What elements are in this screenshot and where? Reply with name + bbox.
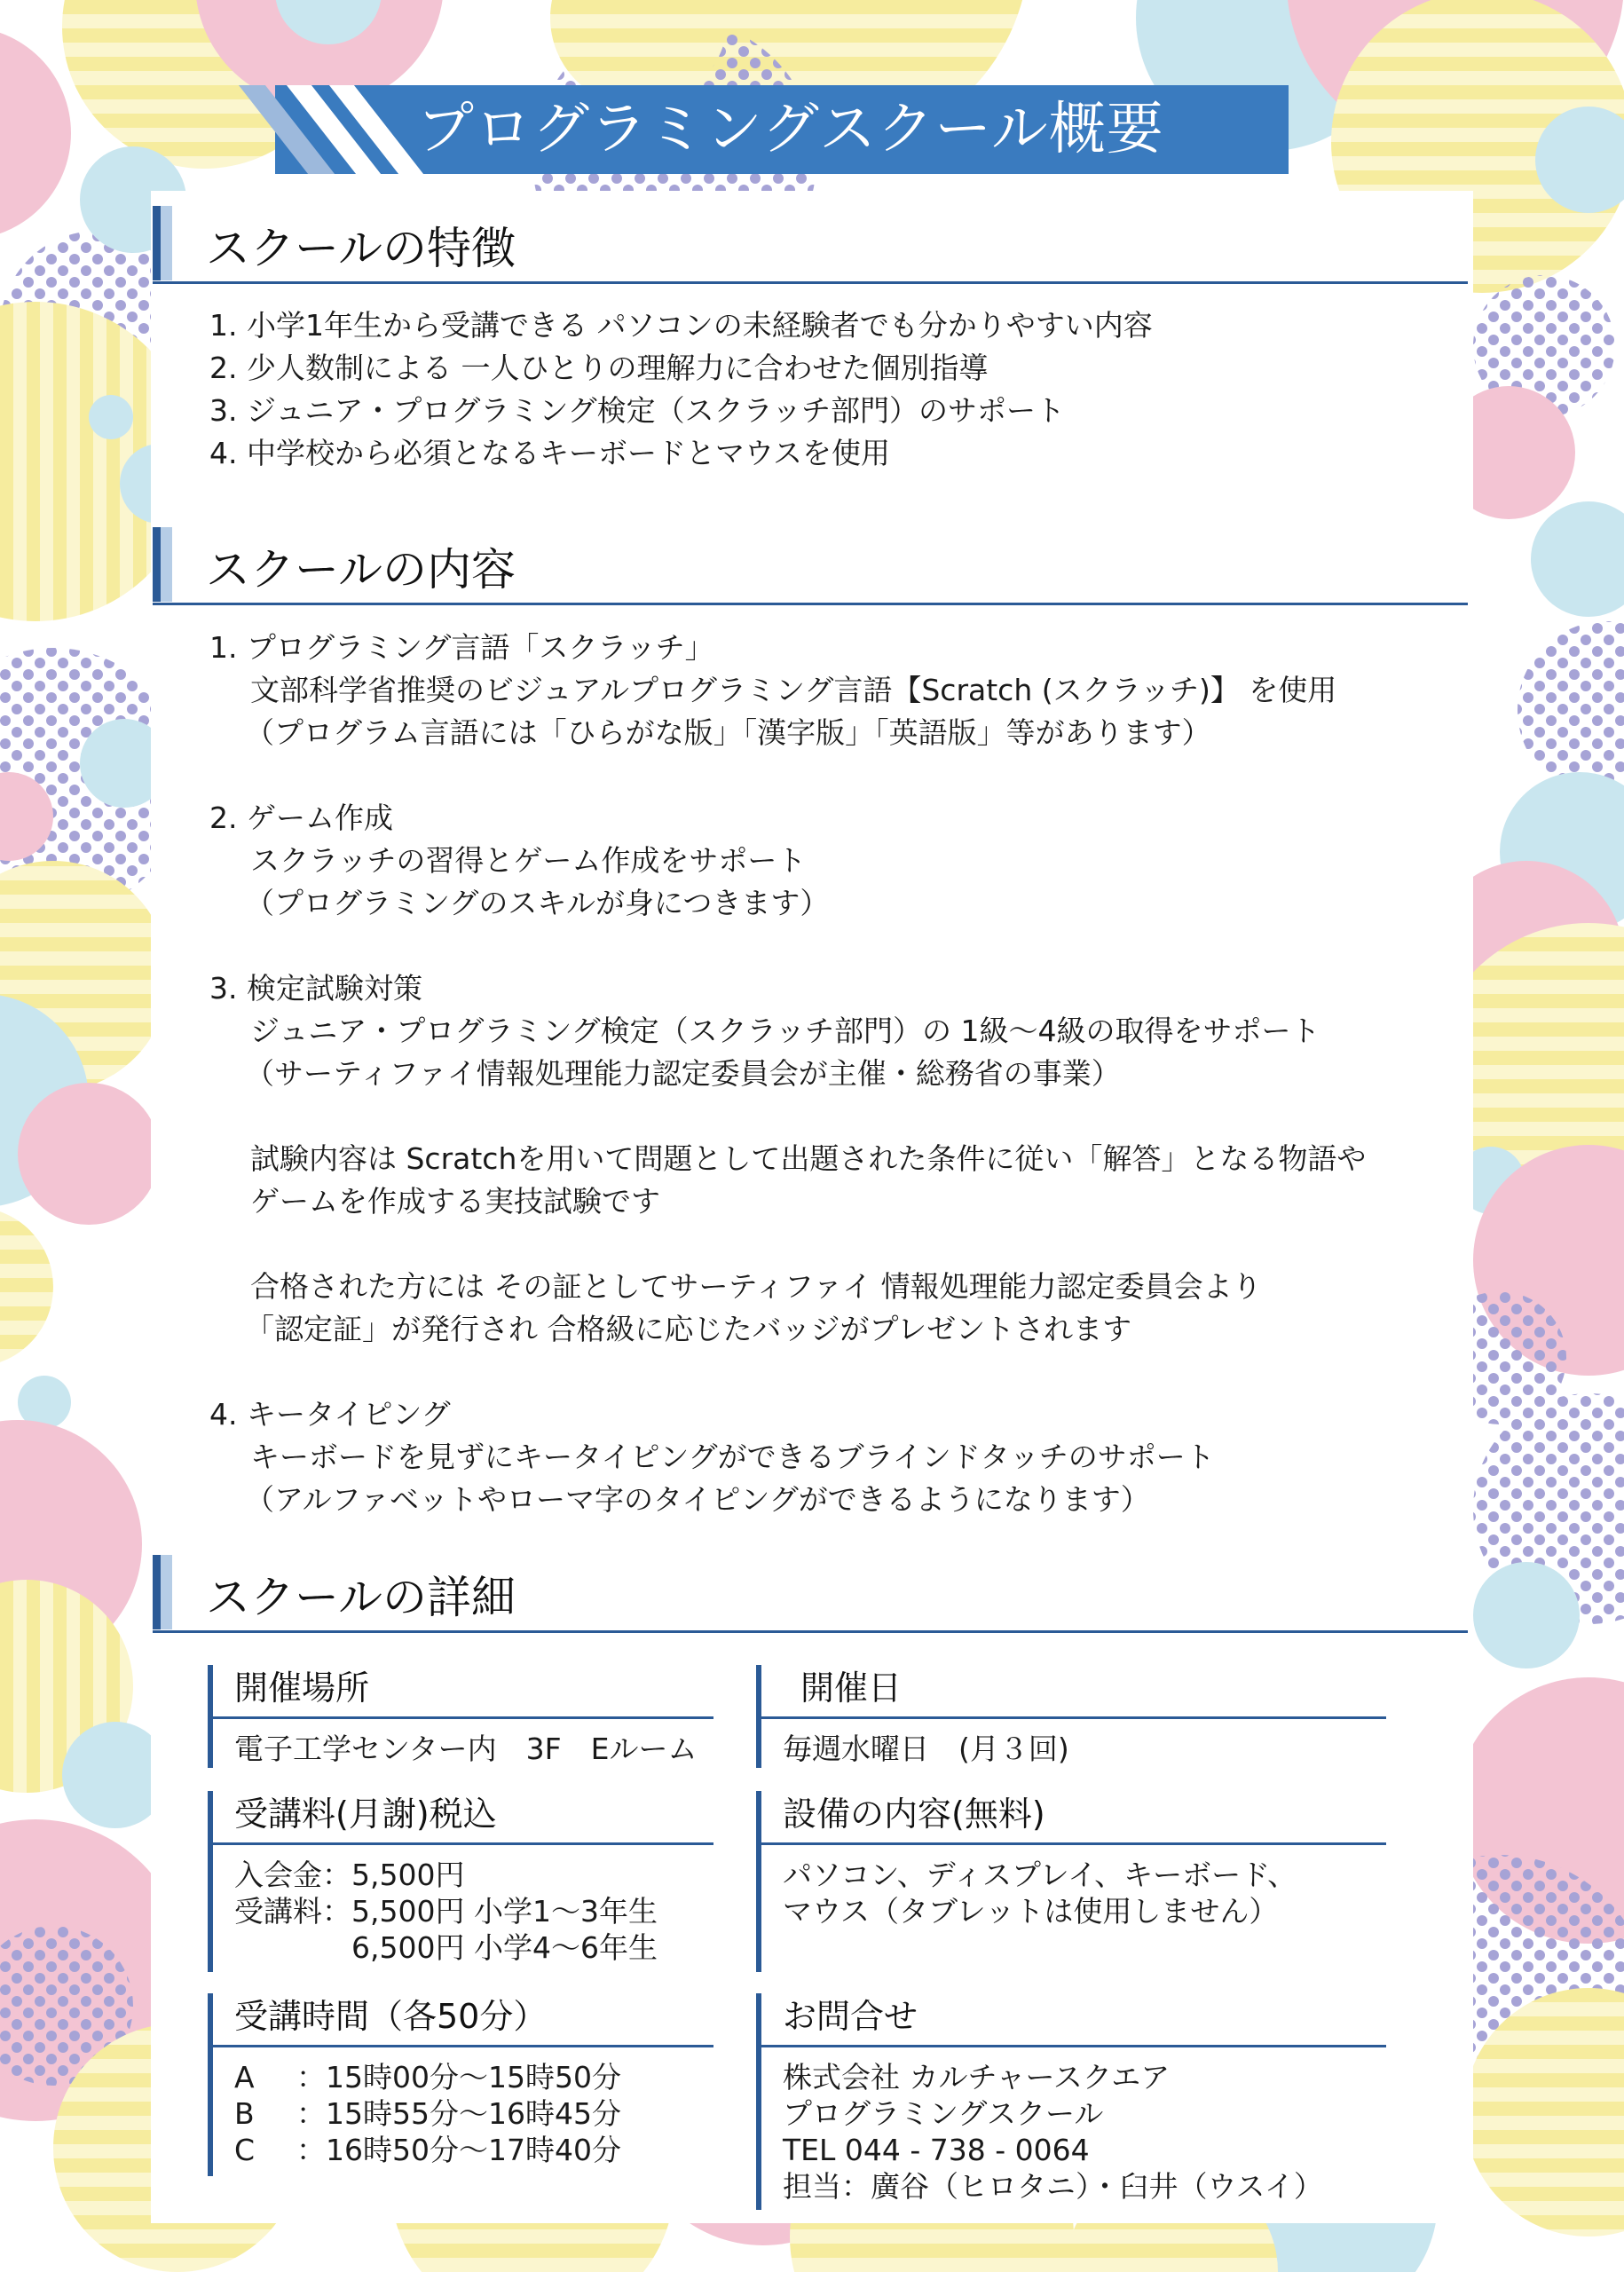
title-banner xyxy=(275,85,1289,174)
section-title: スクールの内容 xyxy=(206,544,516,596)
content-line: 文部科学省推奨のビジュアルプログラミング言語【Scratch (スクラッチ)】 を使用 xyxy=(250,673,1337,707)
equipment-line: パソコン、ディスプレイ、キーボード、 xyxy=(783,1858,1297,1892)
content-line: キーボードを見ずにキータイピングができるブラインドタッチのサポート xyxy=(250,1440,1215,1474)
contact-title: お問合せ xyxy=(783,1997,918,2036)
time-title: 受講時間（各50分） xyxy=(234,1997,548,2036)
content-line: （プログラミングのスキルが身につきます） xyxy=(245,886,830,920)
content-line: ジュニア・プログラミング検定（スクラッチ部門）の 1級〜4級の取得をサポート xyxy=(250,1014,1320,1048)
fee-details xyxy=(234,1857,658,1966)
venue-title: 開催場所 xyxy=(234,1668,370,1708)
tuition-row: 5,500円 小学1〜3年生 xyxy=(351,1894,658,1929)
fee-title: 受講料(月謝)税込 xyxy=(234,1795,497,1834)
contact-details xyxy=(783,2059,1323,2205)
contact-school: プログラミングスクール xyxy=(783,2096,1104,2131)
content-line: （アルファベットやローマ字のタイピングができるようになります） xyxy=(245,1482,1150,1517)
feature-item: 4. 中学校から必須となるキーボードとマウスを使用 xyxy=(209,436,890,470)
entry-fee-value: 5,500円 xyxy=(351,1858,465,1892)
content-line: （プログラム言語には「ひらがな版」「漢字版」「英語版」等があります） xyxy=(245,715,1211,750)
equipment-text xyxy=(783,1857,1297,1929)
tuition-label: 受講料： xyxy=(234,1894,351,1929)
time-slot: ：16時50分〜17時40分 xyxy=(296,2133,621,2167)
venue-text: 電子工学センター内 3F Eルーム xyxy=(234,1732,698,1766)
content-line: 1. プログラミング言語「スクラッチ」 xyxy=(209,630,714,665)
section-heading-features xyxy=(153,206,1468,280)
contact-phone: TEL 044 - 738 - 0064 xyxy=(783,2133,1090,2167)
contact-staff: 担当：廣谷（ヒロタニ）・臼井（ウスイ） xyxy=(783,2169,1323,2204)
time-slot-label: B xyxy=(234,2096,255,2131)
content-line: 合格された方には その証としてサーティファイ 情報処理能力認定委員会より xyxy=(250,1269,1262,1304)
content-line: スクラッチの習得とゲーム作成をサポート xyxy=(250,843,807,878)
equipment-line: マウス（タブレットは使用しません） xyxy=(783,1894,1279,1929)
content-line: ゲームを作成する実技試験です xyxy=(250,1184,660,1219)
contact-company: 株式会社 カルチャースクエア xyxy=(783,2060,1171,2094)
time-schedule xyxy=(234,2059,621,2168)
equipment-title: 設備の内容(無料) xyxy=(783,1795,1045,1834)
time-slot: ：15時55分〜16時45分 xyxy=(296,2096,621,2131)
time-slot: ：15時00分〜15時50分 xyxy=(296,2060,621,2094)
feature-item: 2. 少人数制による 一人ひとりの理解力に合わせた個別指導 xyxy=(209,351,989,385)
content-line: 3. 検定試験対策 xyxy=(209,971,422,1006)
feature-item: 3. ジュニア・プログラミング検定（スクラッチ部門）のサポート xyxy=(209,393,1065,428)
content-line: 2. ゲーム作成 xyxy=(209,801,393,835)
section-heading-details xyxy=(153,1555,1468,1629)
entry-fee-label: 入会金： xyxy=(234,1858,351,1892)
content-line: （サーティファイ情報処理能力認定委員会が主催・総務省の事業） xyxy=(245,1056,1121,1091)
tuition-row: 6,500円 小学4〜6年生 xyxy=(351,1930,658,1965)
time-slot-label: A xyxy=(234,2060,255,2094)
feature-item: 1. 小学1年生から受講できる パソコンの未経験者でも分かりやすい内容 xyxy=(209,308,1153,343)
section-title: スクールの特徴 xyxy=(206,223,516,274)
time-slot-label: C xyxy=(234,2133,256,2167)
page-title: プログラミングスクール概要 xyxy=(417,97,1164,162)
content-line: 「認定証」が発行され 合格級に応じたバッジがプレゼントされます xyxy=(245,1312,1132,1346)
date-title: 開催日 xyxy=(800,1668,903,1708)
content-line: 4. キータイピング xyxy=(209,1397,451,1432)
content-line: 試験内容は Scratchを用いて問題として出題された条件に従い「解答」となる物語や xyxy=(250,1141,1367,1176)
date-text: 毎週水曜日 (月３回) xyxy=(783,1732,1069,1766)
section-title: スクールの詳細 xyxy=(206,1572,516,1623)
section-heading-contents xyxy=(153,527,1468,602)
